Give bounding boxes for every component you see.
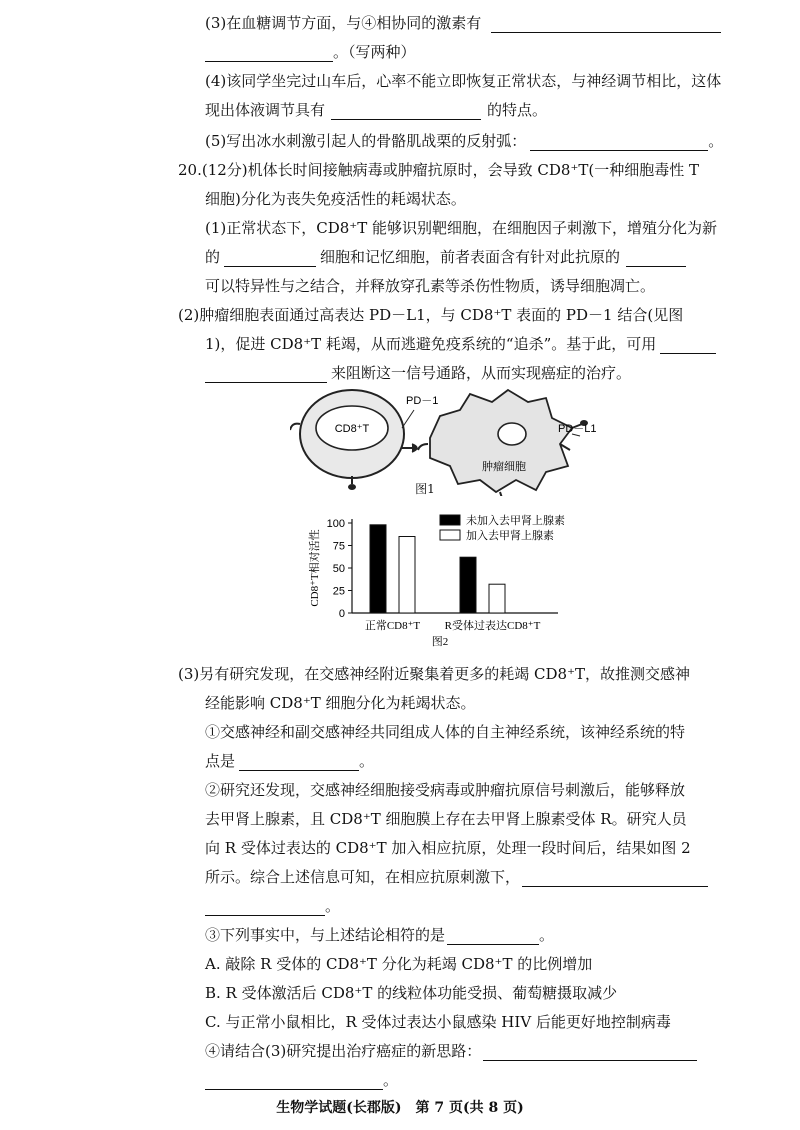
q20-sub2-line1: ②研究还发现，交感神经细胞接受病毒或肿瘤抗原信号刺激后，能够释放 [205,781,686,799]
answer-blank[interactable] [626,250,686,267]
answer-blank[interactable] [205,1073,383,1090]
y-tick-label: 75 [332,540,345,553]
q19-part4-text: 现出体液调节具有 [205,101,326,119]
answer-blank[interactable] [660,337,716,354]
q20-part2-text: 1)，促进 CD8⁺T 耗竭，从而逃避免疫系统的“追杀”。基于此，可用 [205,335,657,353]
y-tick-label: 100 [326,518,345,530]
y-tick-label: 50 [332,563,345,575]
q20-sub2-line5 [205,896,340,916]
answer-blank[interactable] [239,754,359,771]
option-b[interactable]: B. R 受体激活后 CD8⁺T 的线粒体功能受损、葡萄糖摄取减少 [205,984,618,1002]
answer-blank[interactable] [205,899,325,916]
q20-sub3-end: 。 [539,926,555,944]
tumor-label: 肿瘤细胞 [482,461,526,473]
y-tick-label: 0 [338,608,345,620]
q19-part4-line2 [205,100,547,120]
q20-part1-text-a: 的 [205,248,221,266]
bar [489,584,505,613]
bar [399,537,415,614]
figure-2-chart [300,506,600,648]
q20-sub1-line2 [205,751,374,771]
pdl1-label: PD－L1 [558,423,597,435]
figure-2-caption: 图2 [431,636,449,648]
q20-sub2-end: 。 [325,897,341,915]
y-axis-label: CD8⁺T相对活性 [309,529,321,607]
cd8-t-label: CD8⁺T [334,423,370,435]
q19-part3-text: (3)在血糖调节方面，与④相协同的激素有 [205,14,482,32]
answer-blank[interactable] [483,1044,697,1061]
bar [460,557,476,613]
q20-sub3-text: ③下列事实中，与上述结论相符的是 [205,926,446,944]
q20-part1-line1: (1)正常状态下，CD8⁺T 能够识别靶细胞，在细胞因子刺激下，增殖分化为新 [205,219,717,237]
q19-part3-line2 [205,42,416,62]
q20-stem-line2: 细胞)分化为丧失免疫活性的耗竭状态。 [205,190,466,208]
q20-sub4-end: 。 [383,1071,399,1089]
q20-part3-line2: 经能影响 CD8⁺T 细胞分化为耗竭状态。 [205,694,476,712]
figure-1-diagram [290,388,610,496]
answer-blank[interactable] [224,250,316,267]
y-tick-label: 25 [332,585,345,598]
tumor-nucleus [498,423,526,445]
q20-part2-line3 [205,363,631,383]
option-a[interactable]: A. 敲除 R 受体的 CD8⁺T 分化为耗竭 CD8⁺T 的比例增加 [205,955,593,973]
q19-part4-end: 的特点。 [487,101,548,119]
page-footer: 生物学试题(长郡版) 第 7 页(共 8 页) [276,1100,524,1116]
q20-sub2-text: 所示。综合上述信息可知，在相应抗原刺激下， [205,868,521,886]
bar [370,525,386,613]
q20-sub2-line4 [205,867,708,887]
answer-blank[interactable] [205,45,333,62]
q19-part4-line1: (4)该同学坐完过山车后，心率不能立即恢复正常状态，与神经调节相比，这体 [205,72,722,90]
q20-sub1-text: 点是 [205,752,236,770]
legend-label: 未加入去甲肾上腺素 [466,515,565,527]
q20-sub1-end: 。 [359,752,375,770]
legend-swatch [440,515,460,525]
q20-sub2-line3: 向 R 受体过表达的 CD8⁺T 加入相应抗原，处理一段时间后，结果如图 2 [205,839,691,857]
q20-sub4-line1 [205,1041,697,1061]
answer-blank[interactable] [205,366,327,383]
q20-sub2-line2: 去甲肾上腺素，且 CD8⁺T 细胞膜上存在去甲肾上腺素受体 R。研究人员 [205,810,687,828]
q19-part5-end: 。 [708,132,724,150]
answer-blank[interactable] [530,134,708,151]
x-category-label: 正常CD8⁺T [364,620,421,632]
pd1-label: PD－1 [406,395,439,407]
answer-blank[interactable] [447,928,539,945]
q20-part3-line1: (3)另有研究发现，在交感神经附近聚集着更多的耗竭 CD8⁺T，故推测交感神 [178,665,690,683]
q19-part3-note: 。（写两种） [333,43,416,61]
q19-part5-text: (5)写出冰水刺激引起人的骨骼肌战栗的反射弧： [205,132,527,150]
q20-sub1-line1: ①交感神经和副交感神经共同组成人体的自主神经系统，该神经系统的特 [205,723,686,741]
q20-part2-end: 来阻断这一信号通路，从而实现癌症的治疗。 [331,364,632,382]
q20-part1-line3: 可以特异性与之结合，并释放穿孔素等杀伤性物质，诱导细胞凋亡。 [205,277,656,295]
q20-part2-line2 [205,334,716,354]
answer-blank[interactable] [491,16,721,33]
q20-part1-line2 [205,247,686,267]
q20-stem-line1: 20.(12分)机体长时间接触病毒或肿瘤抗原时，会导致 CD8⁺T(一种细胞毒性 T [178,161,700,179]
legend-swatch [440,530,460,540]
x-category-label: R受体过表达CD8⁺T [444,620,541,632]
q20-part2-line1: (2)肿瘤细胞表面通过高表达 PD－L1，与 CD8⁺T 表面的 PD－1 结合(见图 [178,306,684,324]
q20-sub4-text: ④请结合(3)研究提出治疗癌症的新思路： [205,1042,482,1060]
legend-label: 加入去甲肾上腺素 [466,530,554,542]
answer-blank[interactable] [331,103,481,120]
figure-1-caption: 图1 [415,482,435,496]
option-c[interactable]: C. 与正常小鼠相比，R 受体过表达小鼠感染 HIV 后能更好地控制病毒 [205,1013,671,1031]
q19-part3-line1 [205,13,721,33]
q19-part5-line [205,131,723,151]
q20-sub4-line2 [205,1070,398,1090]
answer-blank[interactable] [522,870,708,887]
q20-sub3-line [205,925,554,945]
q20-part1-text-b: 细胞和记忆细胞，前者表面含有针对此抗原的 [320,248,621,266]
